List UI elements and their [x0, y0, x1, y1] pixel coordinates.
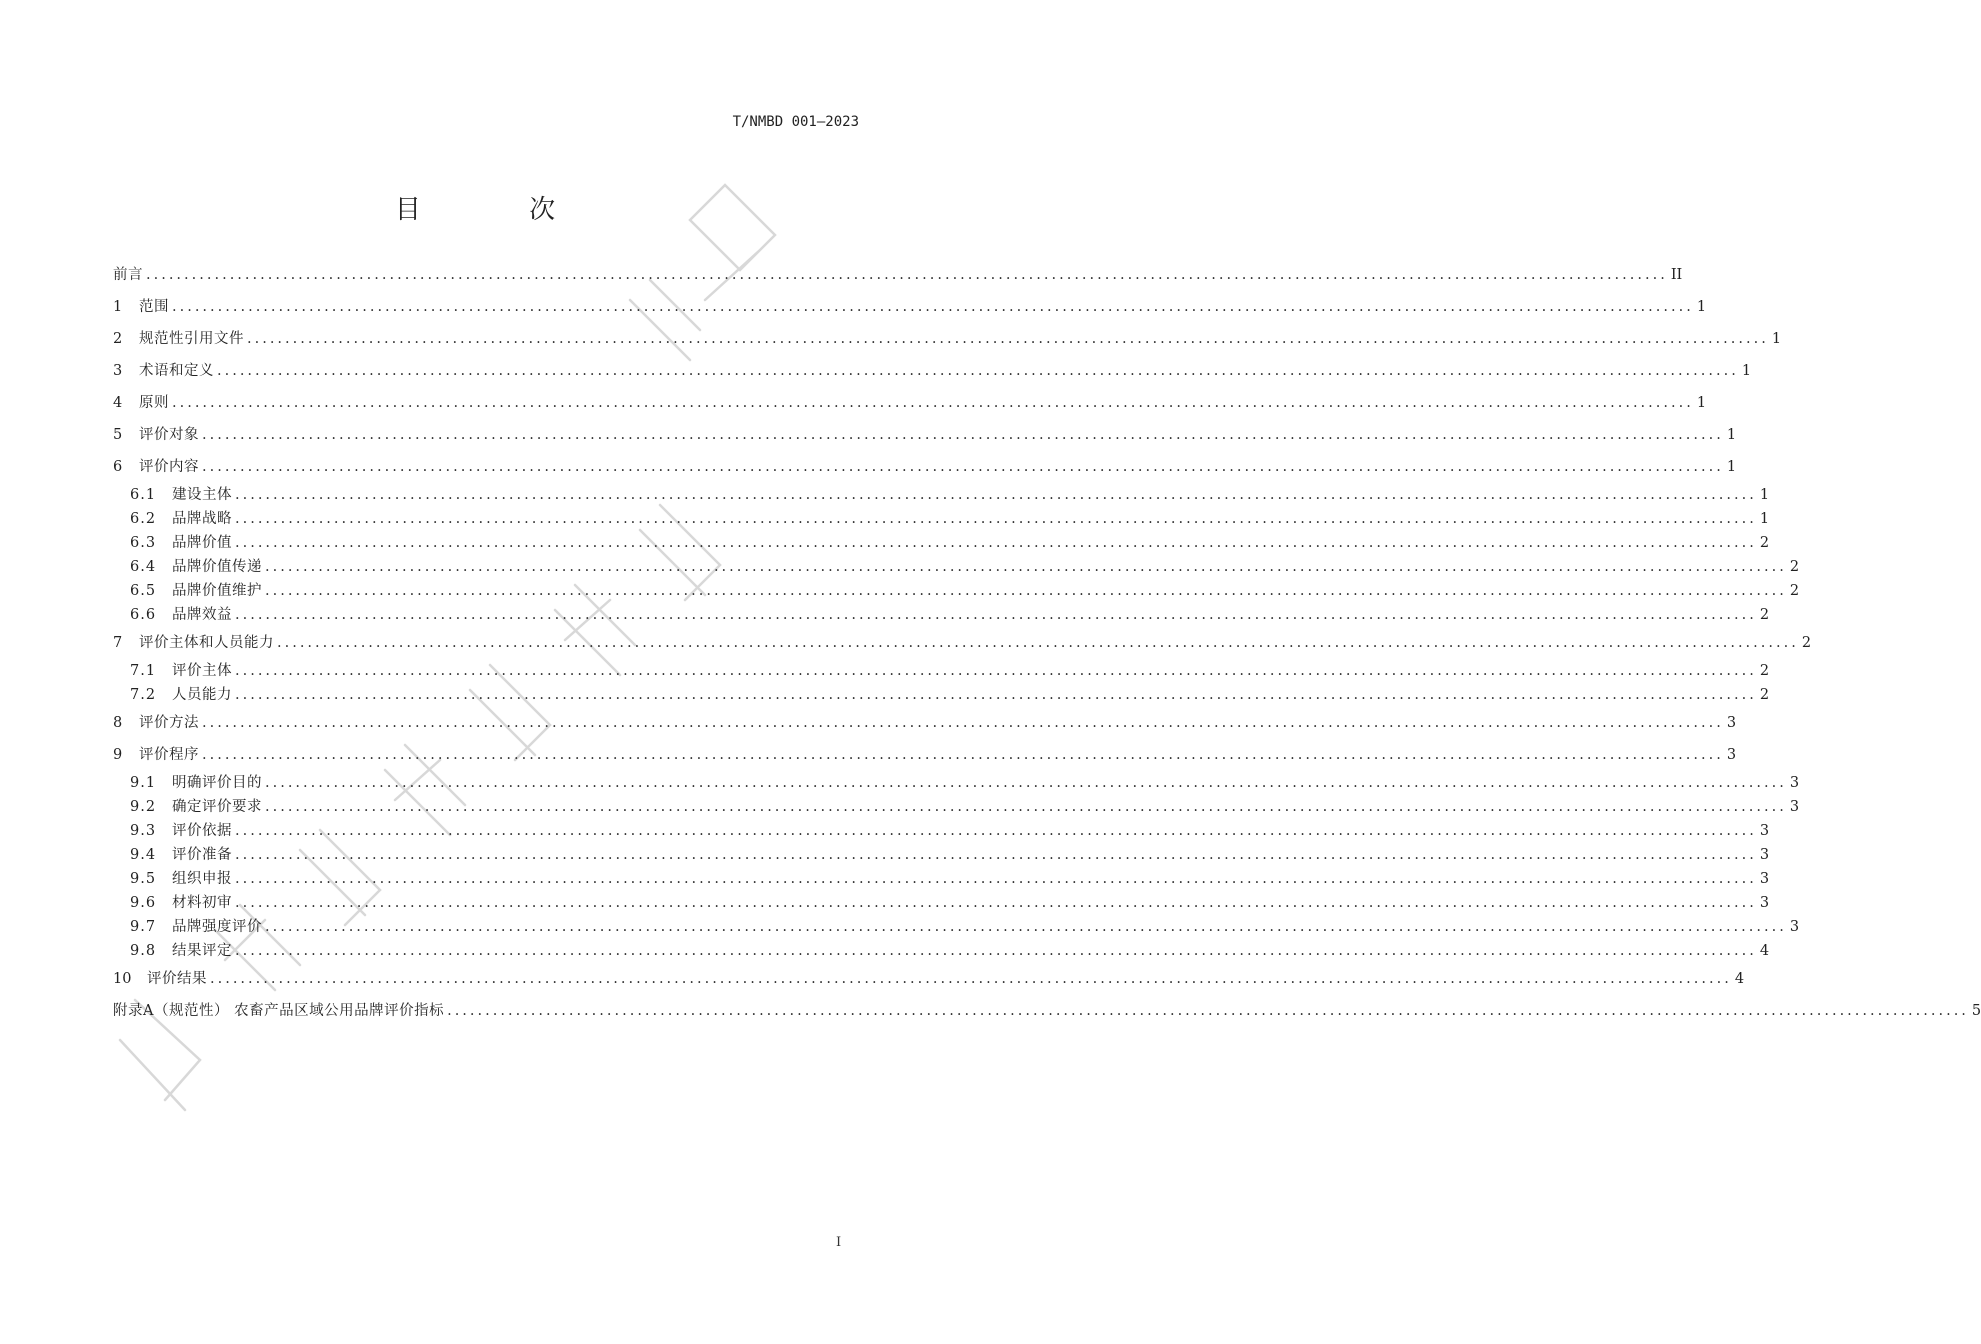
toc-entry-title: 评价结果 [147, 971, 207, 987]
toc-entry-page: 2 [1759, 535, 1770, 551]
toc-entry[interactable] [113, 507, 1770, 531]
toc-leader-dots: ........................................................................................................................................................................................................ [235, 687, 1757, 703]
toc-entry[interactable] [113, 387, 1707, 419]
toc-entry-page: 1 [1726, 459, 1737, 475]
toc-leader-dots: ........................................................................................................................................................................................................ [247, 331, 1769, 347]
toc-entry-number: 9 [113, 747, 123, 763]
toc-entry-title: 品牌价值 [172, 535, 232, 551]
toc-entry-page: 2 [1759, 687, 1770, 703]
toc-leader-dots: ........................................................................................................................................................................................................ [265, 799, 1787, 815]
toc-leader-dots: ........................................................................................................................................................................................................ [235, 871, 1757, 887]
toc-entry-page: 5 [1971, 1003, 1981, 1019]
toc-entry-title: 评价内容 [139, 459, 199, 475]
toc-entry-title: 组织申报 [172, 871, 232, 887]
toc-entry[interactable] [113, 659, 1770, 683]
toc-entry-number: 7.2 [130, 687, 157, 703]
toc-entry[interactable] [113, 915, 1800, 939]
toc-entry[interactable] [113, 739, 1737, 771]
toc-entry-number: 3 [113, 363, 123, 379]
toc-entry-page: 1 [1741, 363, 1752, 379]
toc-entry[interactable] [113, 291, 1707, 323]
toc-entry-page: 2 [1789, 583, 1800, 599]
toc-entry-title: 前言 [113, 267, 143, 283]
toc-leader-dots: ........................................................................................................................................................................................................ [235, 895, 1757, 911]
toc-entry[interactable] [113, 795, 1800, 819]
toc-entry[interactable] [113, 963, 1745, 995]
toc-entry-page: 2 [1759, 607, 1770, 623]
toc-entry-page: 4 [1759, 943, 1770, 959]
toc-entry-title: 术语和定义 [139, 363, 214, 379]
toc-entry-title: 评价对象 [139, 427, 199, 443]
toc-entry-title: 原则 [139, 395, 169, 411]
page-title: 目 次 [394, 195, 606, 225]
toc-entry-number: 7 [113, 635, 123, 651]
toc-leader-dots: ........................................................................................................................................................................................................ [202, 459, 1724, 475]
toc-entry-number: 6.1 [130, 487, 157, 503]
toc-entry-page: 3 [1726, 715, 1737, 731]
toc-leader-dots: ........................................................................................................................................................................................................ [235, 663, 1757, 679]
toc-entry-number: 9.1 [130, 775, 157, 791]
toc-entry-number: 8 [113, 715, 123, 731]
toc-entry-number: 2 [113, 331, 123, 347]
toc-leader-dots: ........................................................................................................................................................................................................ [235, 607, 1757, 623]
toc-entry-number: 6.3 [130, 535, 157, 551]
toc-entry[interactable] [113, 627, 1812, 659]
toc-entry-number: 9.4 [130, 847, 157, 863]
toc-leader-dots: ........................................................................................................................................................................................................ [235, 823, 1757, 839]
toc-entry[interactable] [113, 707, 1737, 739]
toc-leader-dots: ........................................................................................................................................................................................................ [235, 511, 1757, 527]
toc-leader-dots: ........................................................................................................................................................................................................ [265, 775, 1787, 791]
toc-entry-title: 范围 [139, 299, 169, 315]
toc-entry-page: 3 [1726, 747, 1737, 763]
toc-entry-page: 3 [1789, 919, 1800, 935]
toc-entry-number: 9.6 [130, 895, 157, 911]
toc-entry-title: 材料初审 [172, 895, 232, 911]
toc-entry-title: 评价主体和人员能力 [139, 635, 274, 651]
toc-leader-dots: ........................................................................................................................................................................................................ [202, 747, 1724, 763]
toc-entry-number: 6.2 [130, 511, 157, 527]
toc-entry-number: 9.3 [130, 823, 157, 839]
toc-entry-number: 6.5 [130, 583, 157, 599]
toc-entry-number: 9.7 [130, 919, 157, 935]
toc-entry-number: 6.6 [130, 607, 157, 623]
toc-leader-dots: ........................................................................................................................................................................................................ [235, 535, 1757, 551]
toc-entry-page: 2 [1801, 635, 1812, 651]
toc-entry[interactable] [113, 603, 1770, 627]
toc-entry-title: 品牌战略 [172, 511, 232, 527]
toc-entry-page: 4 [1734, 971, 1745, 987]
toc-entry-page: II [1670, 267, 1683, 283]
toc-entry-number: 4 [113, 395, 123, 411]
toc-entry-title: 品牌效益 [172, 607, 232, 623]
toc-entry-title: 明确评价目的 [172, 775, 262, 791]
toc-entry-number: 5 [113, 427, 123, 443]
toc-leader-dots: ........................................................................................................................................................................................................ [210, 971, 1732, 987]
toc-entry[interactable] [113, 819, 1770, 843]
toc-leader-dots: ........................................................................................................................................................................................................ [172, 299, 1694, 315]
toc-entry[interactable] [113, 995, 1981, 1027]
toc-leader-dots: ........................................................................................................................................................................................................ [265, 919, 1787, 935]
toc-leader-dots: ........................................................................................................................................................................................................ [146, 267, 1668, 283]
toc-entry-title: 评价主体 [172, 663, 232, 679]
toc-leader-dots: ........................................................................................................................................................................................................ [235, 847, 1757, 863]
toc-entry-page: 2 [1759, 663, 1770, 679]
toc-entry-page: 1 [1696, 395, 1707, 411]
toc-entry-number: 9.5 [130, 871, 157, 887]
toc-entry-title: 附录A（规范性） 农畜产品区域公用品牌评价指标 [113, 1003, 445, 1019]
toc-entry-title: 品牌强度评价 [172, 919, 262, 935]
toc-entry-title: 评价方法 [139, 715, 199, 731]
toc-entry[interactable] [113, 939, 1770, 963]
toc-entry-number: 6.4 [130, 559, 157, 575]
document-code: T/NMBD 001—2023 [732, 114, 859, 130]
toc-entry-number: 7.1 [130, 663, 157, 679]
toc-entry[interactable] [113, 259, 1683, 291]
toc-entry-title: 评价依据 [172, 823, 232, 839]
toc-entry[interactable] [113, 891, 1770, 915]
toc-entry-title: 评价程序 [139, 747, 199, 763]
toc-entry-page: 3 [1759, 871, 1770, 887]
toc-entry-page: 3 [1759, 895, 1770, 911]
toc-entry-title: 建设主体 [172, 487, 232, 503]
toc-leader-dots: ........................................................................................................................................................................................................ [265, 583, 1787, 599]
toc-entry-page: 3 [1759, 823, 1770, 839]
toc-entry[interactable] [113, 555, 1800, 579]
toc-entry-page: 1 [1726, 427, 1737, 443]
toc-entry-page: 3 [1789, 775, 1800, 791]
page-number: I [836, 1235, 842, 1250]
toc-entry-page: 1 [1759, 487, 1770, 503]
toc-leader-dots: ........................................................................................................................................................................................................ [172, 395, 1694, 411]
toc-entry-page: 1 [1771, 331, 1782, 347]
toc-entry-page: 1 [1696, 299, 1707, 315]
toc-entry[interactable] [113, 355, 1752, 387]
toc-entry-page: 1 [1759, 511, 1770, 527]
toc-entry[interactable] [113, 867, 1770, 891]
toc-leader-dots: ........................................................................................................................................................................................................ [277, 635, 1799, 651]
toc-entry[interactable] [113, 531, 1770, 555]
toc-entry-number: 1 [113, 299, 123, 315]
toc-leader-dots: ........................................................................................................................................................................................................ [235, 943, 1757, 959]
toc-leader-dots: ........................................................................................................................................................................................................ [265, 559, 1787, 575]
toc-entry-number: 6 [113, 459, 123, 475]
toc-entry-title: 人员能力 [172, 687, 232, 703]
toc-entry[interactable] [113, 323, 1782, 355]
toc-entry-title: 结果评定 [172, 943, 232, 959]
toc-entry-page: 3 [1789, 799, 1800, 815]
toc-entry[interactable] [113, 483, 1770, 507]
toc-leader-dots: ........................................................................................................................................................................................................ [202, 715, 1724, 731]
toc-entry-title: 品牌价值维护 [172, 583, 262, 599]
toc-entry-title: 规范性引用文件 [139, 331, 244, 347]
toc-leader-dots: ........................................................................................................................................................................................................ [202, 427, 1724, 443]
toc-entry[interactable] [113, 843, 1770, 867]
toc-entry-title: 确定评价要求 [172, 799, 262, 815]
toc-entry-number: 9.2 [130, 799, 157, 815]
table-of-contents [113, 259, 1981, 1027]
toc-leader-dots: ........................................................................................................................................................................................................ [447, 1003, 1969, 1019]
toc-entry[interactable] [113, 451, 1737, 483]
toc-leader-dots: ........................................................................................................................................................................................................ [235, 487, 1757, 503]
toc-entry-page: 2 [1789, 559, 1800, 575]
toc-entry-number: 9.8 [130, 943, 157, 959]
toc-entry-number: 10 [113, 971, 132, 987]
toc-entry-title: 评价准备 [172, 847, 232, 863]
toc-entry[interactable] [113, 771, 1800, 795]
toc-entry-page: 3 [1759, 847, 1770, 863]
toc-entry-title: 品牌价值传递 [172, 559, 262, 575]
toc-entry[interactable] [113, 419, 1737, 451]
toc-entry[interactable] [113, 579, 1800, 603]
toc-leader-dots: ........................................................................................................................................................................................................ [217, 363, 1739, 379]
toc-entry[interactable] [113, 683, 1770, 707]
